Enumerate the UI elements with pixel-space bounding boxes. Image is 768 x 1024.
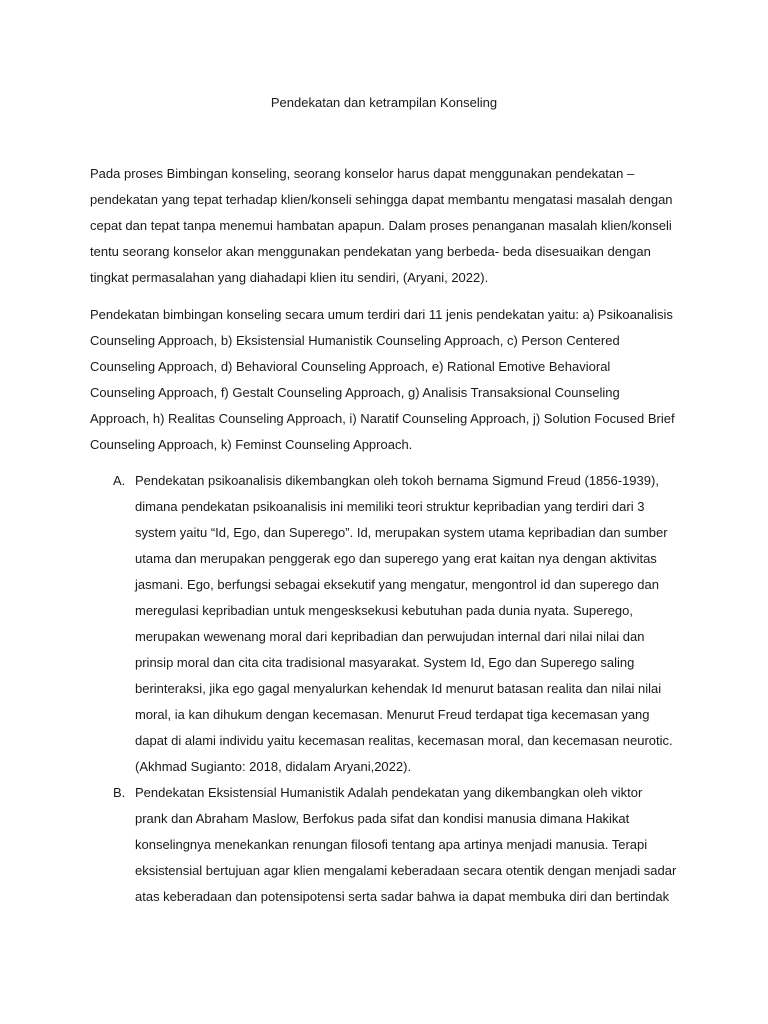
list-item-b [90, 780, 678, 910]
list-item-text: Pendekatan Eksistensial Humanistik Adalah pendekatan yang dikembangkan oleh viktor prank dan Abraham Maslow, Berfokus pada sifat dan kondisi manusia dimana Hakikat konselingnya menekankan renungan filosofi tentang apa artinya menjadi manusia. Terapi eksistensial bertujuan agar klien mengalami keberadaan secara otentik dengan menjadi sadar atas keberadaan dan potensipotensi serta sadar bahwa ia dapat membuka diri dan bertindak [135, 785, 677, 904]
list-item-a [90, 468, 678, 780]
approach-list [90, 468, 678, 910]
list-marker: A. [113, 473, 126, 488]
approaches-paragraph: Pendekatan bimbingan konseling secara umum terdiri dari 11 jenis pendekatan yaitu: a) Psikoanalisis Counseling Approach, b) Eksistensial Humanistik Counseling Approach, c) Person Centered Counseling Approach, d) Behavioral Counseling Approach, e) Rational Emotive Behavioral Counseling Approach, f) Gestalt Counseling Approach, g) Analisis Transaksional Counseling Approach, h) Realitas Counseling Approach, i) Naratif Counseling Approach, j) Solution Focused Brief Counseling Approach, k) Feminst Counseling Approach. [90, 307, 675, 452]
intro-paragraph: Pada proses Bimbingan konseling, seorang konselor harus dapat menggunakan pendekatan – pendekatan yang tepat terhadap klien/konseli sehingga dapat membantu mengatasi masalah dengan cepat dan tepat tanpa menemui hambatan apapun. Dalam proses penanganan masalah klien/konseli tentu seorang konselor akan menggunakan pendekatan yang berbeda- beda disesuaikan dengan tingkat permasalahan yang diahadapi klien itu sendiri, (Aryani, 2022). [90, 166, 673, 285]
list-item-text: Pendekatan psikoanalisis dikembangkan oleh tokoh bernama Sigmund Freud (1856-1939), dimana pendekatan psikoanalisis ini memiliki teori struktur kepribadian yang terdiri dari 3 system yaitu “Id, Ego, dan Superego”. Id, merupakan system utama kepribadian dan sumber utama dan merupakan penggerak ego dan superego yang erat kaitan nya dengan aktivitas jasmani. Ego, berfungsi sebagai eksekutif yang mengatur, mengontrol id dan superego dan meregulasi kepribadian untuk mengesksekusi kebutuhan pada dunia nyata. Superego, merupakan wewenang moral dari kepribadian dan perwujudan internal dari nilai nilai dan prinsip moral dan cita cita tradisional masyarakat. System Id, Ego dan Superego saling berinteraksi, jika ego gagal menyalurkan kehendak Id menurut batasan realita dan nilai nilai moral, ia kan dihukum dengan kecemasan. Menurut Freud terdapat tiga kecemasan yang dapat di alami individu yaitu kecemasan realitas, kecemasan moral, dan kecemasan neurotic. (Akhmad Sugianto: 2018, didalam Aryani,2022). [135, 473, 673, 774]
document-title: Pendekatan dan ketrampilan Konseling [270, 95, 498, 110]
list-marker: B. [113, 785, 126, 800]
